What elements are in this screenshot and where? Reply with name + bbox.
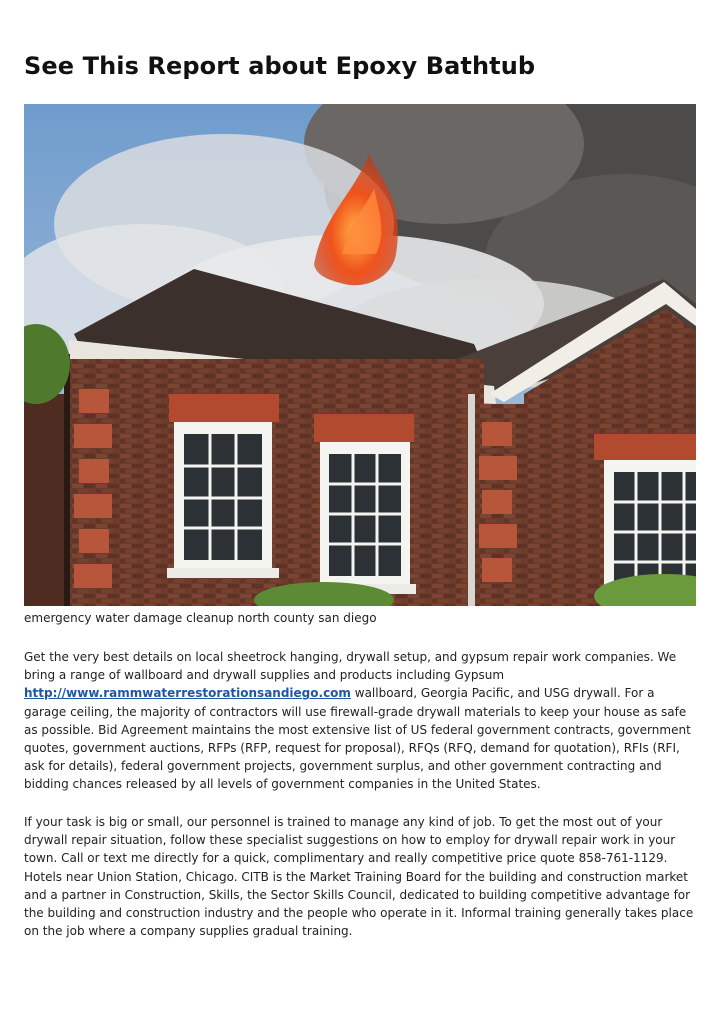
paragraph-1-text-before: Get the very best details on local sheetrock hanging, drywall setup, and gypsum repair work companies. We bring a range of wallboard and drywall supplies and products including Gypsum [24, 650, 677, 683]
paragraph-2: If your task is big or small, our personnel is trained to manage any kind of job. To get the most out of your drywall repair situation, follow these specialist suggestions on how to employ for drywall repair work in your town. Call or text me directly for a quick, complimentary and really competitive price quote 858-761-1129. Hotels near Union Station, Chicago. CITB is the Market Training Board for the building and construction market and a partner in Construction, Skills, the Sector Skills Council, dedicated to building competitive advantage for the building and construction industry and the people who operate in it. Informal training generally takes place on the job where a company supplies gradual training. [24, 815, 694, 939]
paragraph-1-text-after: wallboard, Georgia Pacific, and USG drywall. For a garage ceiling, the majority of contractors will use firewall-grade drywall materials to keep your house as safe as possible. Bid Agreement maintains the most extensive list of US federal government contracts, government quotes, government auctions, RFPs (RFP, request for proposal), RFQs (RFQ, demand for quotation), RFIs (RFI, ask for details), federal government projects, government surplus, and other government contracting and bidding chances released by all levels of government companies in the United States. [24, 686, 691, 792]
paragraph-1 [24, 648, 696, 794]
page-title: See This Report about Epoxy Bathtub [24, 52, 536, 80]
image-caption: emergency water damage cleanup north county san diego [24, 611, 377, 625]
house-fire-photo [24, 104, 696, 606]
restoration-link[interactable]: http://www.rammwaterrestorationsandiego.com [24, 686, 351, 701]
